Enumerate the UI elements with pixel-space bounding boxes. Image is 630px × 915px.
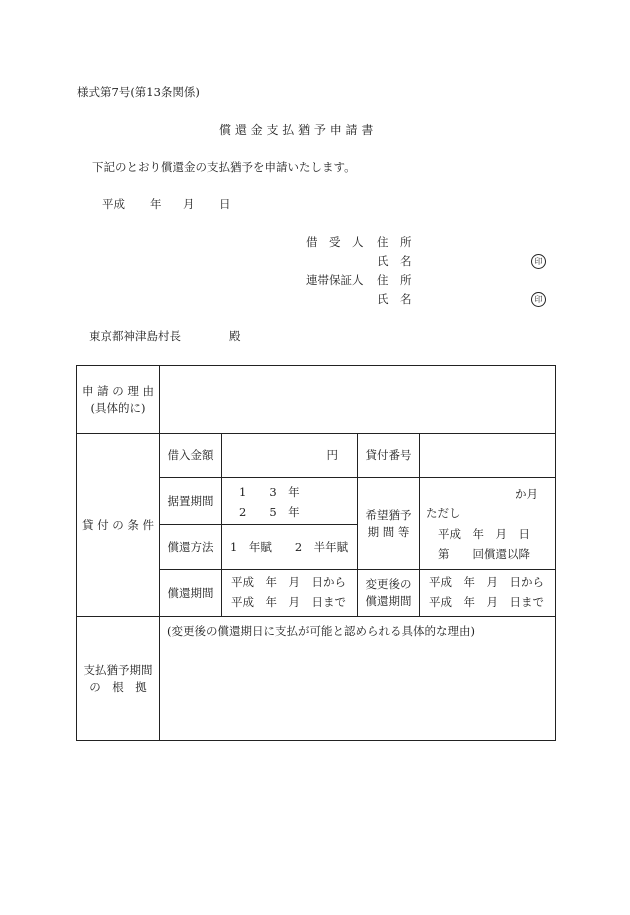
months-unit: か月 (515, 487, 538, 501)
repay-period-from: 平成 年 月 日から (231, 575, 346, 589)
provided-label: ただし (426, 506, 461, 520)
desired-grace-line1: 希望猶予 (365, 507, 412, 522)
desired-grace-label (358, 478, 419, 569)
loan-number-label: 貸付番号 (365, 448, 412, 463)
grace-period-label: 据置期間 (167, 493, 214, 508)
document-title: 償 還 金 支 払 猶 予 申 請 書 (219, 123, 374, 137)
borrower-name-label: 氏 名 (377, 254, 412, 268)
grace-period-options[interactable] (222, 478, 357, 524)
guarantor-label: 連帯保証人 (306, 273, 364, 287)
borrower-label: 借 受 人 (306, 235, 364, 249)
desired-grace-line2: 期 間 等 (367, 524, 410, 539)
reason-label (77, 366, 159, 433)
desired-grace-field[interactable] (420, 478, 555, 569)
form-number: 様式第7号(第13条関係) (77, 85, 200, 99)
reason-field[interactable] (160, 366, 555, 433)
guarantor-address-label: 住 所 (377, 273, 412, 287)
borrower-address-label: 住 所 (377, 235, 412, 249)
changed-period-from: 平成 年 月 日から (429, 575, 544, 589)
loan-number-field[interactable] (420, 434, 555, 477)
yen-unit: 円 (326, 448, 338, 463)
loan-amount-label: 借入金額 (167, 448, 214, 463)
guarantor-seal-icon: 印 (531, 292, 546, 307)
addressee-name: 東京都神津島村長 (89, 329, 181, 343)
basis-note: (変更後の償還期日に支払が可能と認められる具体的な理由) (167, 624, 475, 638)
repay-period-label: 償還期間 (167, 585, 214, 600)
loan-amount-field[interactable] (222, 434, 338, 477)
repay-period-to: 平成 年 月 日まで (231, 595, 346, 609)
loan-conditions-label: 貸 付 の 条 件 (81, 517, 155, 532)
basis-label-line1: 支払猶予期間 (83, 662, 153, 677)
changed-period-field[interactable] (420, 570, 555, 616)
date-year: 年 (150, 197, 162, 211)
changed-period-label (358, 570, 419, 616)
reason-label-line1: 申 請 の 理 由 (81, 383, 155, 398)
date-month: 月 (183, 197, 195, 211)
installment-start: 第 回償還以降 (438, 547, 530, 561)
changed-period-line2: 償還期間 (365, 594, 412, 608)
basis-label (77, 617, 159, 740)
guarantor-name-label: 氏 名 (377, 292, 412, 306)
basis-label-line2: の 根 拠 (89, 679, 147, 694)
reason-label-line2: (具体的に) (90, 400, 146, 415)
date-day: 日 (219, 197, 231, 211)
date-era: 平成 (102, 197, 125, 211)
repay-period-field[interactable] (222, 570, 357, 616)
basis-field[interactable] (160, 617, 555, 740)
changed-period-line1: 変更後の (365, 577, 412, 592)
changed-period-to: 平成 年 月 日まで (429, 595, 544, 609)
borrower-seal-icon: 印 (531, 254, 546, 269)
repay-method-label: 償還方法 (167, 539, 214, 554)
grace-option-2[interactable]: 2 5 年 (239, 505, 300, 519)
intro-text: 下記のとおり償還金の支払猶予を申請いたします。 (92, 160, 356, 174)
desired-date: 平成 年 月 日 (438, 527, 530, 541)
addressee-honorific: 殿 (229, 329, 241, 343)
repay-method-options[interactable]: 1 年賦 2 半年賦 (230, 539, 349, 554)
grace-option-1[interactable]: 1 3 年 (239, 485, 300, 499)
